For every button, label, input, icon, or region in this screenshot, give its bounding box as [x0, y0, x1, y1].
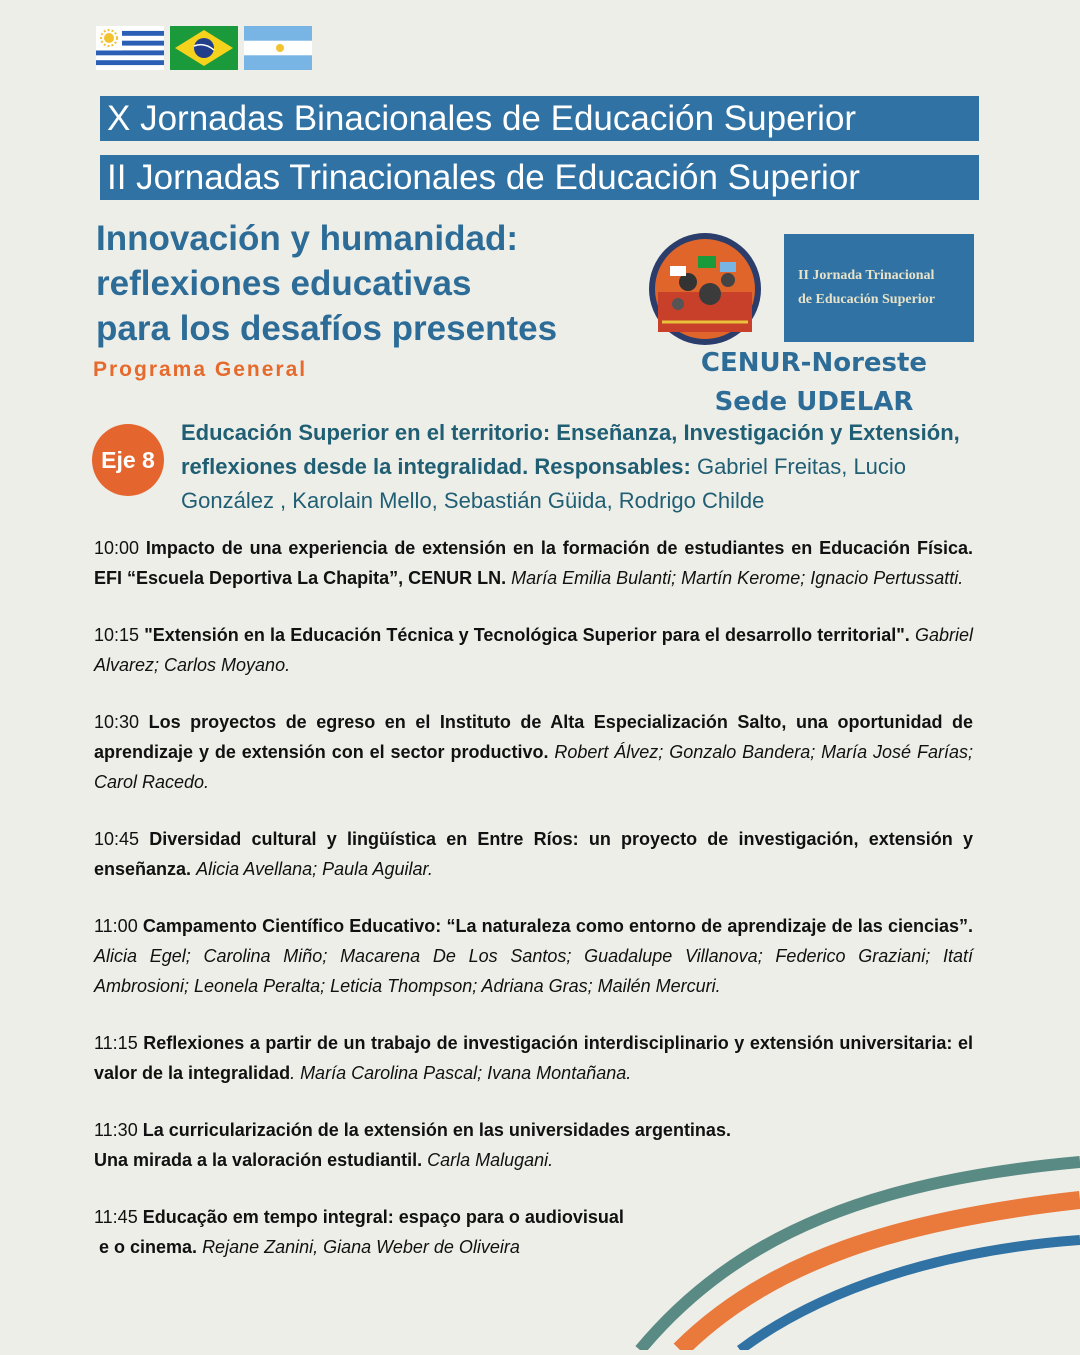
- jornada-trinacional-logo: [784, 234, 974, 342]
- session-title: e o cinema.: [94, 1237, 198, 1257]
- eje-title-bold: Educación Superior en el territorio: Enseñanza, Investigación y Extensión, reflexiones desde la integralidad. Responsables:: [181, 420, 960, 479]
- session-item: [94, 707, 973, 797]
- session-authors: Carla Malugani.: [427, 1150, 554, 1170]
- session-title: Campamento Científico Educativo: “La naturaleza como entorno de aprendizaje de las ciencias”.: [142, 916, 973, 936]
- cenur-seal-logo: [648, 232, 762, 346]
- logo-line: de Educación Superior: [798, 292, 935, 307]
- session-time: 10:15: [94, 625, 140, 645]
- argentina-flag: [244, 26, 312, 70]
- session-time: 10:30: [94, 712, 140, 732]
- event-subtitle: [96, 216, 656, 351]
- session-title: La curricularización de la extensión en las universidades argentinas.: [142, 1120, 731, 1140]
- session-time: 11:45: [94, 1207, 138, 1227]
- brazil-flag: [170, 26, 238, 70]
- cenur-line: Sede UDELAR: [714, 387, 914, 417]
- session-authors: . María Carolina Pascal; Ivana Montañana.: [290, 1063, 632, 1083]
- session-authors: Rejane Zanini, Giana Weber de Oliveira: [202, 1237, 520, 1257]
- session-title: Una mirada a la valoración estudiantil.: [94, 1150, 423, 1170]
- session-time: 10:00: [94, 538, 140, 558]
- session-title: "Extensión en la Educación Técnica y Tecnológica Superior para el desarrollo territorial".: [144, 625, 910, 645]
- flags-row: [96, 26, 312, 70]
- session-authors: María Emilia Bulanti; Martín Kerome; Ignacio Pertussatti.: [511, 568, 964, 588]
- session-item: [94, 533, 973, 593]
- subtitle-line: reflexiones educativas: [96, 264, 472, 303]
- session-item: [94, 1028, 973, 1088]
- session-time: 10:45: [94, 829, 140, 849]
- session-authors: Alicia Egel; Carolina Miño; Macarena De Los Santos; Guadalupe Villanova; Federico Graziani; Itatí Ambrosioni; Leonela Peralta; Leticia Thompson; Adriana Gras; Mailén Mercuri.: [94, 946, 973, 996]
- session-title: Educação em tempo integral: espaço para o audiovisual: [142, 1207, 624, 1227]
- programa-general-label: Programa General: [93, 358, 308, 381]
- session-item: [94, 620, 973, 680]
- session-title: Reflexiones a partir de un trabajo de investigación interdisciplinario y extensión universitaria: el valor de la integralidad: [94, 1033, 973, 1083]
- session-authors: Robert Álvez; Gonzalo Bandera; María José Farías; Carol Racedo.: [94, 742, 973, 792]
- eje-responsables: Gabriel Freitas, Lucio González , Karolain Mello, Sebastián Güida, Rodrigo Childe: [181, 454, 907, 513]
- session-time: 11:00: [94, 916, 138, 936]
- session-time: 11:30: [94, 1120, 138, 1140]
- eje-title: [181, 416, 981, 518]
- cenur-line: CENUR-Noreste: [700, 348, 928, 378]
- logo-line: II Jornada Trinacional: [798, 268, 935, 283]
- eje-badge: Eje 8: [92, 424, 164, 496]
- session-authors: Gabriel Alvarez; Carlos Moyano.: [94, 625, 973, 675]
- session-time: 11:15: [94, 1033, 138, 1053]
- session-item: [94, 824, 973, 884]
- session-authors: Alicia Avellana; Paula Aguilar.: [196, 859, 433, 879]
- subtitle-line: para los desafíos presentes: [96, 309, 558, 348]
- uruguay-flag: [96, 26, 164, 70]
- session-item: [94, 911, 973, 1001]
- banner-binacionales: X Jornadas Binacionales de Educación Superior: [100, 96, 979, 141]
- session-title: Diversidad cultural y lingüística en Entre Ríos: un proyecto de investigación, extensión y enseñanza.: [94, 829, 973, 879]
- decorative-waves: [620, 1140, 1080, 1350]
- subtitle-line: Innovación y humanidad:: [96, 219, 518, 258]
- session-title: Impacto de una experiencia de extensión en la formación de estudiantes en Educación Física. EFI “Escuela Deportiva La Chapita”, CENUR LN.: [94, 538, 973, 588]
- cenur-location: [694, 344, 934, 422]
- banner-trinacionales: II Jornadas Trinacionales de Educación Superior: [100, 155, 979, 200]
- session-title: Los proyectos de egreso en el Instituto de Alta Especialización Salto, una oportunidad de aprendizaje y de extensión con el sector productivo.: [94, 712, 973, 762]
